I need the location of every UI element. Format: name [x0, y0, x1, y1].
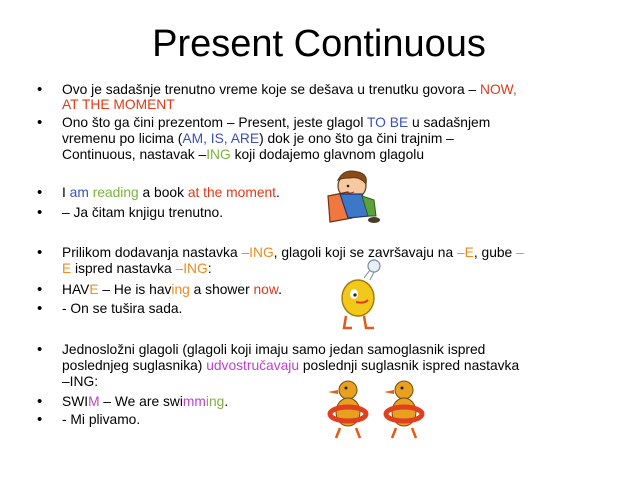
duck-left: [328, 381, 366, 438]
bullet-marker: •: [37, 393, 43, 410]
bullet-marker: •: [37, 204, 43, 221]
bullet-list: • Ovo je sadašnje trenutno vreme koje se dešava u trenutku govora – NOW, AT THE MOMENT • Ono što ga čini prezentom – Present, jeste glagol TO BE u sadašnjem vremenu po licima (AM, IS, ARE) dok je ono što ga čini trajnim – Continuous, nastavak –ING koji dodajemo glavnom glagolu • I am reading a book at the moment. • – Ja čitam knjigu trenutno. • Prilikom dodavanja nastavka –ING, glagoli koji se završavaju na –E, gube – E ispred nastavka –ING: • HAVE – He is having a shower now. • - On se tušira sada. • Jednosložni glagoli (glagoli koji imaju samo jedan samoglasnik ispred poslednjeg suglasnika) udvostručavaju poslednji suglasnik ispred nastavka –ING: • SWIM – We are swimming. • - Mi plivamo.: [37, 81, 524, 428]
boy-reading-clipart: [318, 166, 382, 226]
bullet-marker: •: [37, 114, 43, 131]
bullet-marker: •: [37, 300, 43, 317]
bullet-marker: •: [37, 411, 43, 428]
bullet-marker: •: [37, 341, 43, 358]
bullet-marker: •: [37, 281, 43, 298]
slide-title: Present Continuous: [152, 23, 486, 65]
duck-right: [384, 381, 422, 438]
bullet-marker: •: [37, 81, 43, 98]
shower-character-clipart: [334, 258, 390, 332]
swimming-ducks-clipart: [322, 376, 434, 440]
bullet-marker: •: [37, 184, 43, 201]
bullet-marker: •: [37, 244, 43, 261]
